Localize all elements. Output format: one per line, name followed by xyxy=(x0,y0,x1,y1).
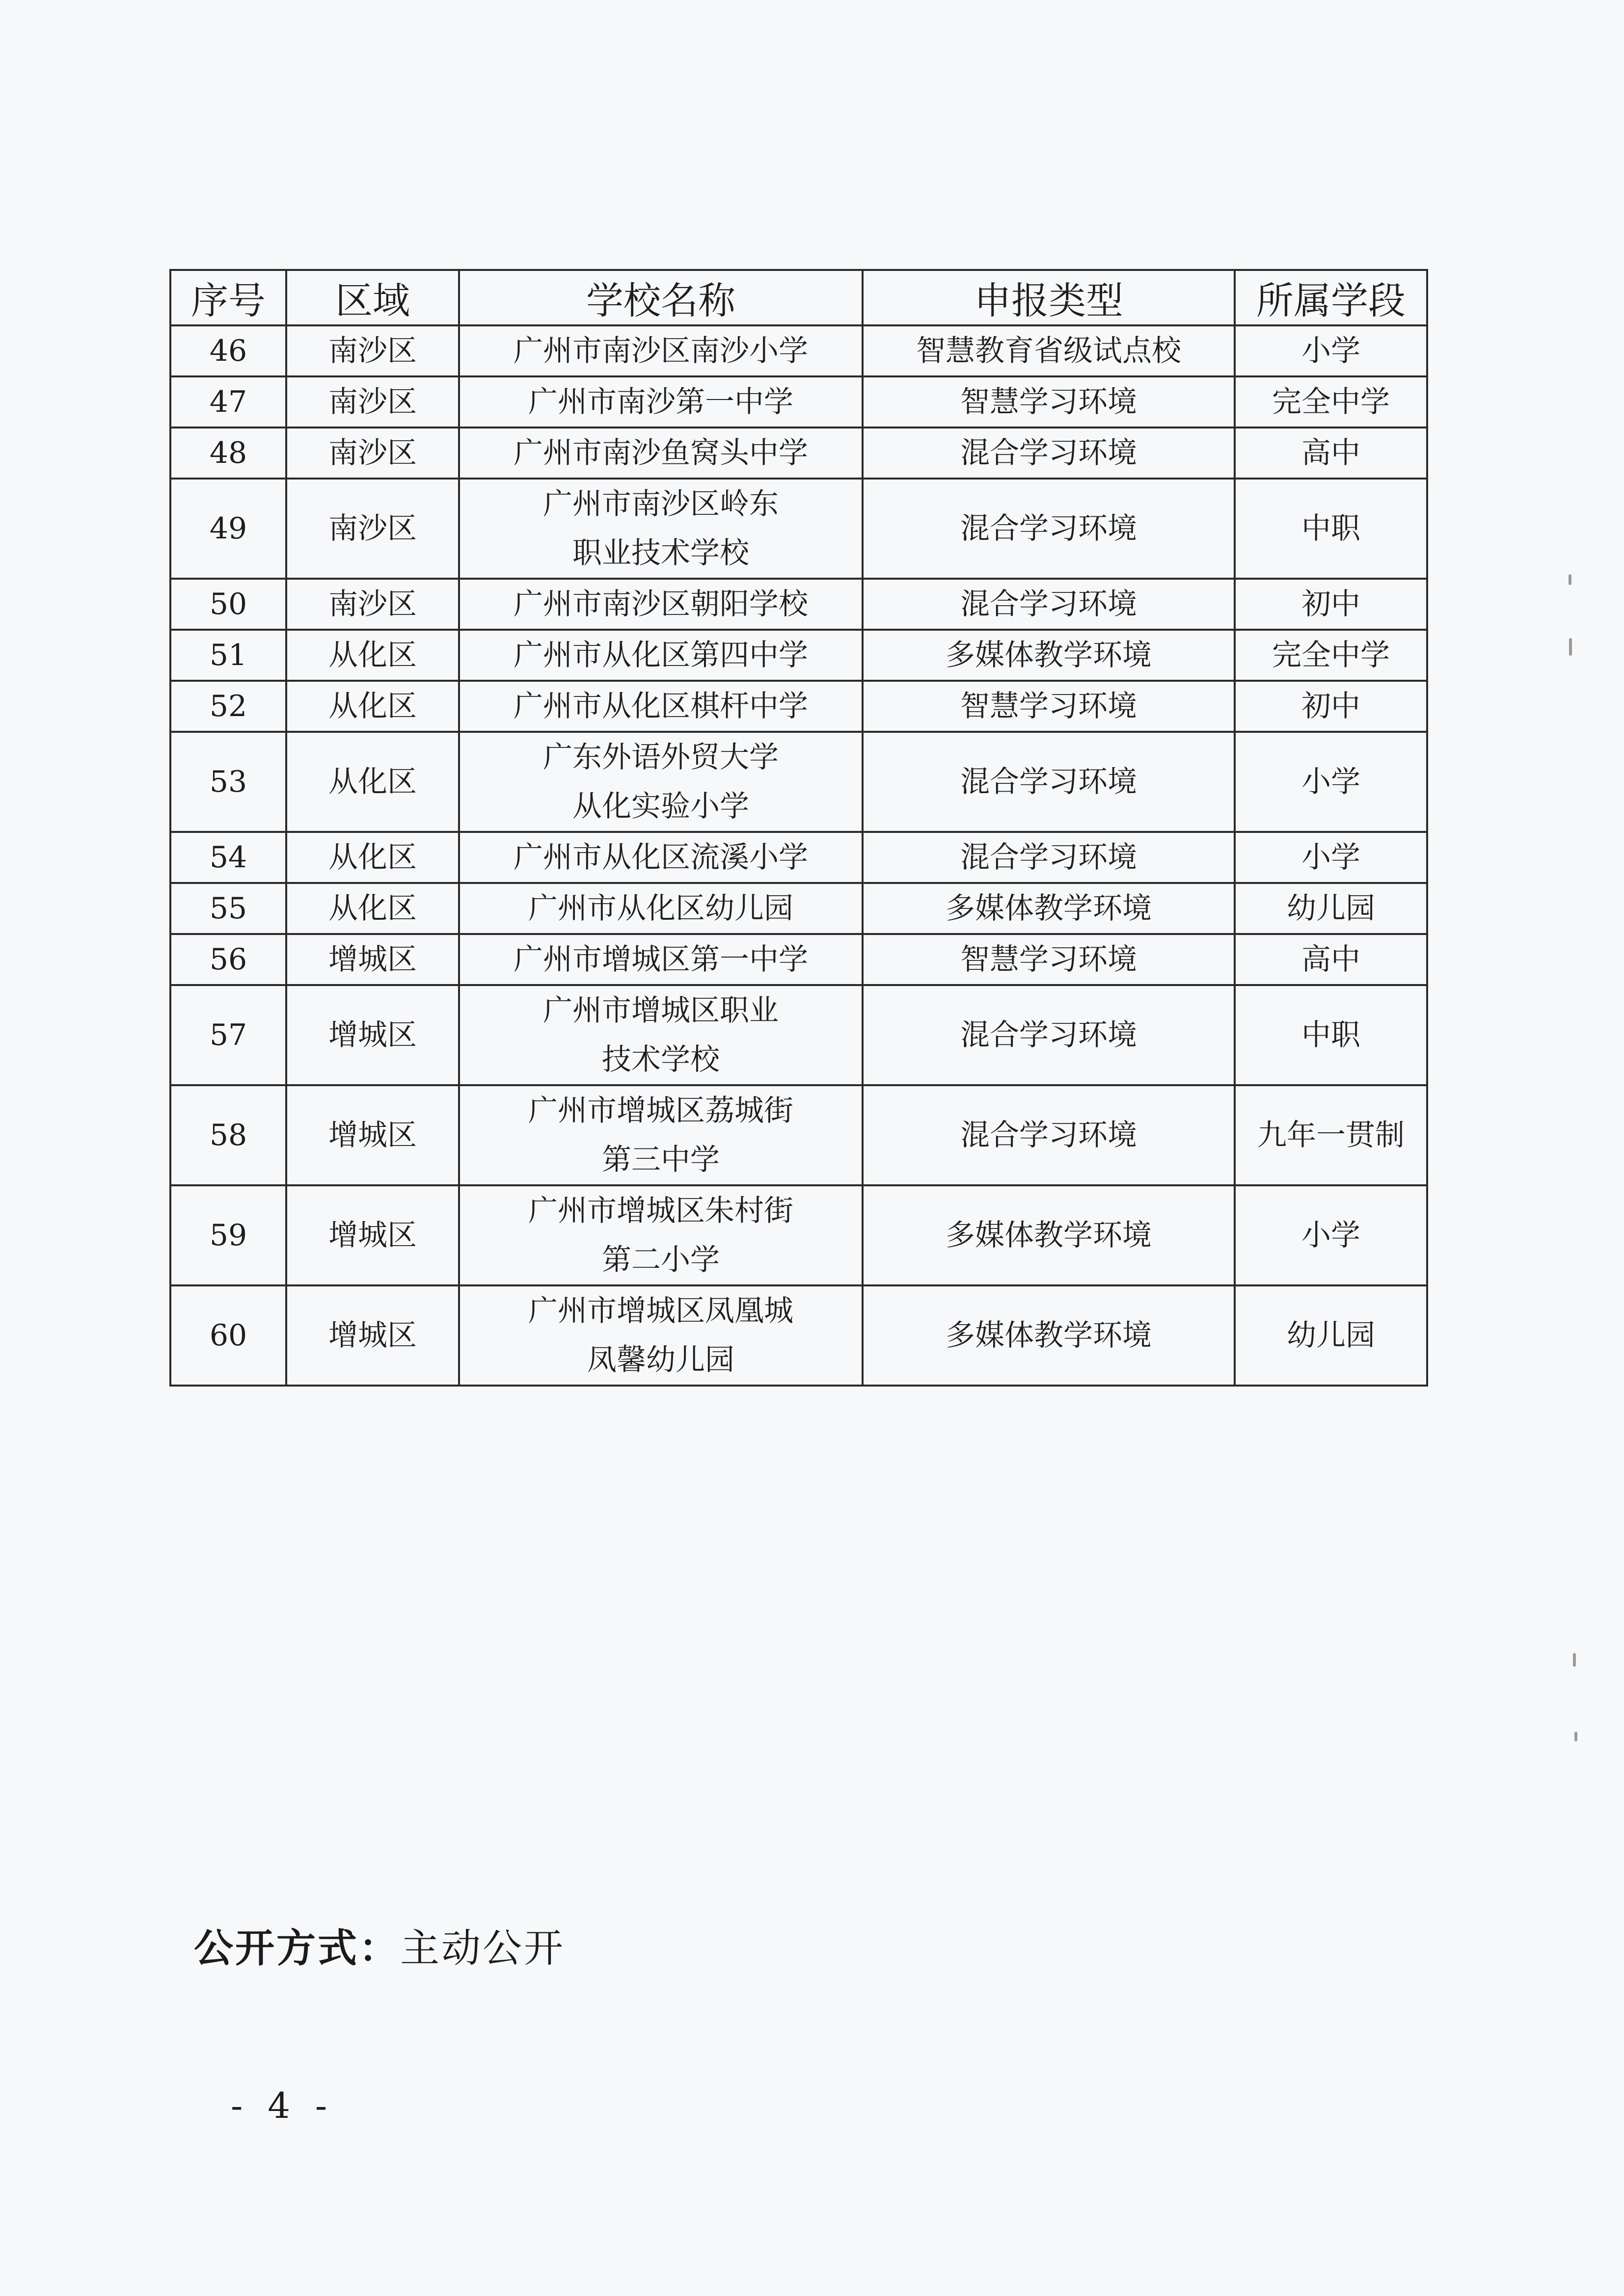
cell-school-stage: 高中 xyxy=(1235,427,1427,479)
table-row xyxy=(170,1085,1427,1185)
cell-index: 56 xyxy=(170,934,286,985)
table-header-row xyxy=(170,270,1427,325)
table-row xyxy=(170,325,1427,376)
table-body xyxy=(170,325,1427,1386)
cell-school-stage: 初中 xyxy=(1235,681,1427,732)
cell-index: 59 xyxy=(170,1185,286,1285)
table-row xyxy=(170,630,1427,681)
table-row xyxy=(170,1285,1427,1386)
cell-school-stage: 高中 xyxy=(1235,934,1427,985)
table-row xyxy=(170,934,1427,985)
table-row xyxy=(170,376,1427,427)
cell-application-type: 多媒体教学环境 xyxy=(863,1185,1235,1285)
cell-school-name xyxy=(459,479,863,579)
cell-school-stage: 小学 xyxy=(1235,325,1427,376)
cell-school-stage: 完全中学 xyxy=(1235,376,1427,427)
cell-school-stage: 小学 xyxy=(1235,832,1427,883)
cell-application-type: 混合学习环境 xyxy=(863,832,1235,883)
school-name-line: 广州市南沙区朝阳学校 xyxy=(514,587,808,621)
cell-application-type: 多媒体教学环境 xyxy=(863,1285,1235,1386)
school-name-line: 广州市南沙区岭东 xyxy=(543,487,779,521)
cell-district: 南沙区 xyxy=(286,376,459,427)
table-row xyxy=(170,427,1427,479)
school-name-line: 广州市从化区棋杆中学 xyxy=(514,689,808,723)
cell-school-name xyxy=(459,832,863,883)
cell-district: 增城区 xyxy=(286,1185,459,1285)
table-row xyxy=(170,883,1427,934)
cell-index: 48 xyxy=(170,427,286,479)
cell-school-stage: 完全中学 xyxy=(1235,630,1427,681)
header-school-stage: 所属学段 xyxy=(1235,270,1427,325)
cell-application-type: 智慧学习环境 xyxy=(863,934,1235,985)
cell-school-name xyxy=(459,325,863,376)
cell-district: 增城区 xyxy=(286,1085,459,1185)
cell-application-type: 混合学习环境 xyxy=(863,579,1235,630)
cell-application-type: 智慧教育省级试点校 xyxy=(863,325,1235,376)
cell-district: 从化区 xyxy=(286,630,459,681)
cell-district: 南沙区 xyxy=(286,427,459,479)
cell-district: 从化区 xyxy=(286,732,459,832)
scan-mark xyxy=(1569,638,1572,656)
scan-mark xyxy=(1569,574,1571,585)
cell-school-name xyxy=(459,681,863,732)
cell-school-stage: 初中 xyxy=(1235,579,1427,630)
cell-district: 增城区 xyxy=(286,985,459,1085)
table-row xyxy=(170,479,1427,579)
cell-district: 从化区 xyxy=(286,883,459,934)
header-district: 区域 xyxy=(286,270,459,325)
school-name-line: 广州市从化区流溪小学 xyxy=(514,840,808,875)
cell-school-stage: 小学 xyxy=(1235,1185,1427,1285)
school-name-line: 从化实验小学 xyxy=(572,789,749,824)
school-name-line: 广州市增城区荔城街 xyxy=(528,1094,793,1128)
school-name-line: 广州市从化区第四中学 xyxy=(514,638,808,672)
cell-school-stage: 九年一贯制 xyxy=(1235,1085,1427,1185)
school-name-line: 广州市增城区凤凰城 xyxy=(528,1294,793,1328)
cell-school-name xyxy=(459,883,863,934)
scan-mark xyxy=(1573,1653,1576,1667)
cell-index: 60 xyxy=(170,1285,286,1386)
cell-district: 从化区 xyxy=(286,832,459,883)
school-name-line: 职业技术学校 xyxy=(572,536,749,570)
cell-application-type: 智慧学习环境 xyxy=(863,376,1235,427)
cell-school-stage: 幼儿园 xyxy=(1235,1285,1427,1386)
school-list-table xyxy=(169,269,1428,1387)
school-name-line: 广州市从化区幼儿园 xyxy=(528,891,793,926)
disclosure-value: 主动公开 xyxy=(400,1925,565,1971)
cell-district: 南沙区 xyxy=(286,479,459,579)
cell-school-name xyxy=(459,732,863,832)
page-number: - 4 - xyxy=(231,2085,334,2126)
cell-index: 55 xyxy=(170,883,286,934)
cell-application-type: 智慧学习环境 xyxy=(863,681,1235,732)
cell-application-type: 混合学习环境 xyxy=(863,985,1235,1085)
cell-school-name xyxy=(459,1185,863,1285)
cell-application-type: 混合学习环境 xyxy=(863,427,1235,479)
table-row xyxy=(170,832,1427,883)
cell-district: 南沙区 xyxy=(286,325,459,376)
table-row xyxy=(170,1185,1427,1285)
cell-index: 46 xyxy=(170,325,286,376)
cell-school-name xyxy=(459,1285,863,1386)
cell-school-name xyxy=(459,427,863,479)
school-name-line: 广东外语外贸大学 xyxy=(543,740,779,774)
cell-school-name xyxy=(459,376,863,427)
header-school-name: 学校名称 xyxy=(459,270,863,325)
school-name-line: 广州市南沙区南沙小学 xyxy=(514,334,808,368)
school-name-line: 广州市南沙鱼窝头中学 xyxy=(514,436,808,470)
cell-application-type: 多媒体教学环境 xyxy=(863,630,1235,681)
cell-school-name xyxy=(459,934,863,985)
school-name-line: 广州市增城区职业 xyxy=(543,993,779,1028)
table-row xyxy=(170,579,1427,630)
cell-index: 47 xyxy=(170,376,286,427)
cell-school-stage: 中职 xyxy=(1235,985,1427,1085)
cell-application-type: 混合学习环境 xyxy=(863,1085,1235,1185)
header-index: 序号 xyxy=(170,270,286,325)
table-row xyxy=(170,732,1427,832)
school-name-line: 广州市增城区朱村街 xyxy=(528,1194,793,1228)
cell-application-type: 多媒体教学环境 xyxy=(863,883,1235,934)
cell-district: 增城区 xyxy=(286,1285,459,1386)
school-name-line: 凤馨幼儿园 xyxy=(587,1343,734,1377)
cell-school-name xyxy=(459,985,863,1085)
disclosure-label: 公开方式： xyxy=(194,1925,400,1971)
cell-index: 57 xyxy=(170,985,286,1085)
cell-application-type: 混合学习环境 xyxy=(863,479,1235,579)
school-name-line: 广州市增城区第一中学 xyxy=(514,942,808,977)
scan-mark xyxy=(1574,1732,1577,1741)
cell-school-stage: 幼儿园 xyxy=(1235,883,1427,934)
cell-district: 增城区 xyxy=(286,934,459,985)
cell-index: 49 xyxy=(170,479,286,579)
disclosure-method xyxy=(194,1917,565,1973)
cell-index: 58 xyxy=(170,1085,286,1185)
school-name-line: 第三中学 xyxy=(602,1143,720,1177)
cell-school-stage: 小学 xyxy=(1235,732,1427,832)
table-row xyxy=(170,681,1427,732)
school-name-line: 第二小学 xyxy=(602,1243,720,1277)
cell-school-stage: 中职 xyxy=(1235,479,1427,579)
cell-index: 50 xyxy=(170,579,286,630)
cell-application-type: 混合学习环境 xyxy=(863,732,1235,832)
cell-index: 54 xyxy=(170,832,286,883)
cell-school-name xyxy=(459,1085,863,1185)
cell-index: 53 xyxy=(170,732,286,832)
school-name-line: 技术学校 xyxy=(602,1042,720,1077)
cell-district: 南沙区 xyxy=(286,579,459,630)
cell-school-name xyxy=(459,630,863,681)
table-row xyxy=(170,985,1427,1085)
cell-school-name xyxy=(459,579,863,630)
cell-index: 51 xyxy=(170,630,286,681)
school-name-line: 广州市南沙第一中学 xyxy=(528,385,793,419)
cell-district: 从化区 xyxy=(286,681,459,732)
header-application-type: 申报类型 xyxy=(863,270,1235,325)
cell-index: 52 xyxy=(170,681,286,732)
